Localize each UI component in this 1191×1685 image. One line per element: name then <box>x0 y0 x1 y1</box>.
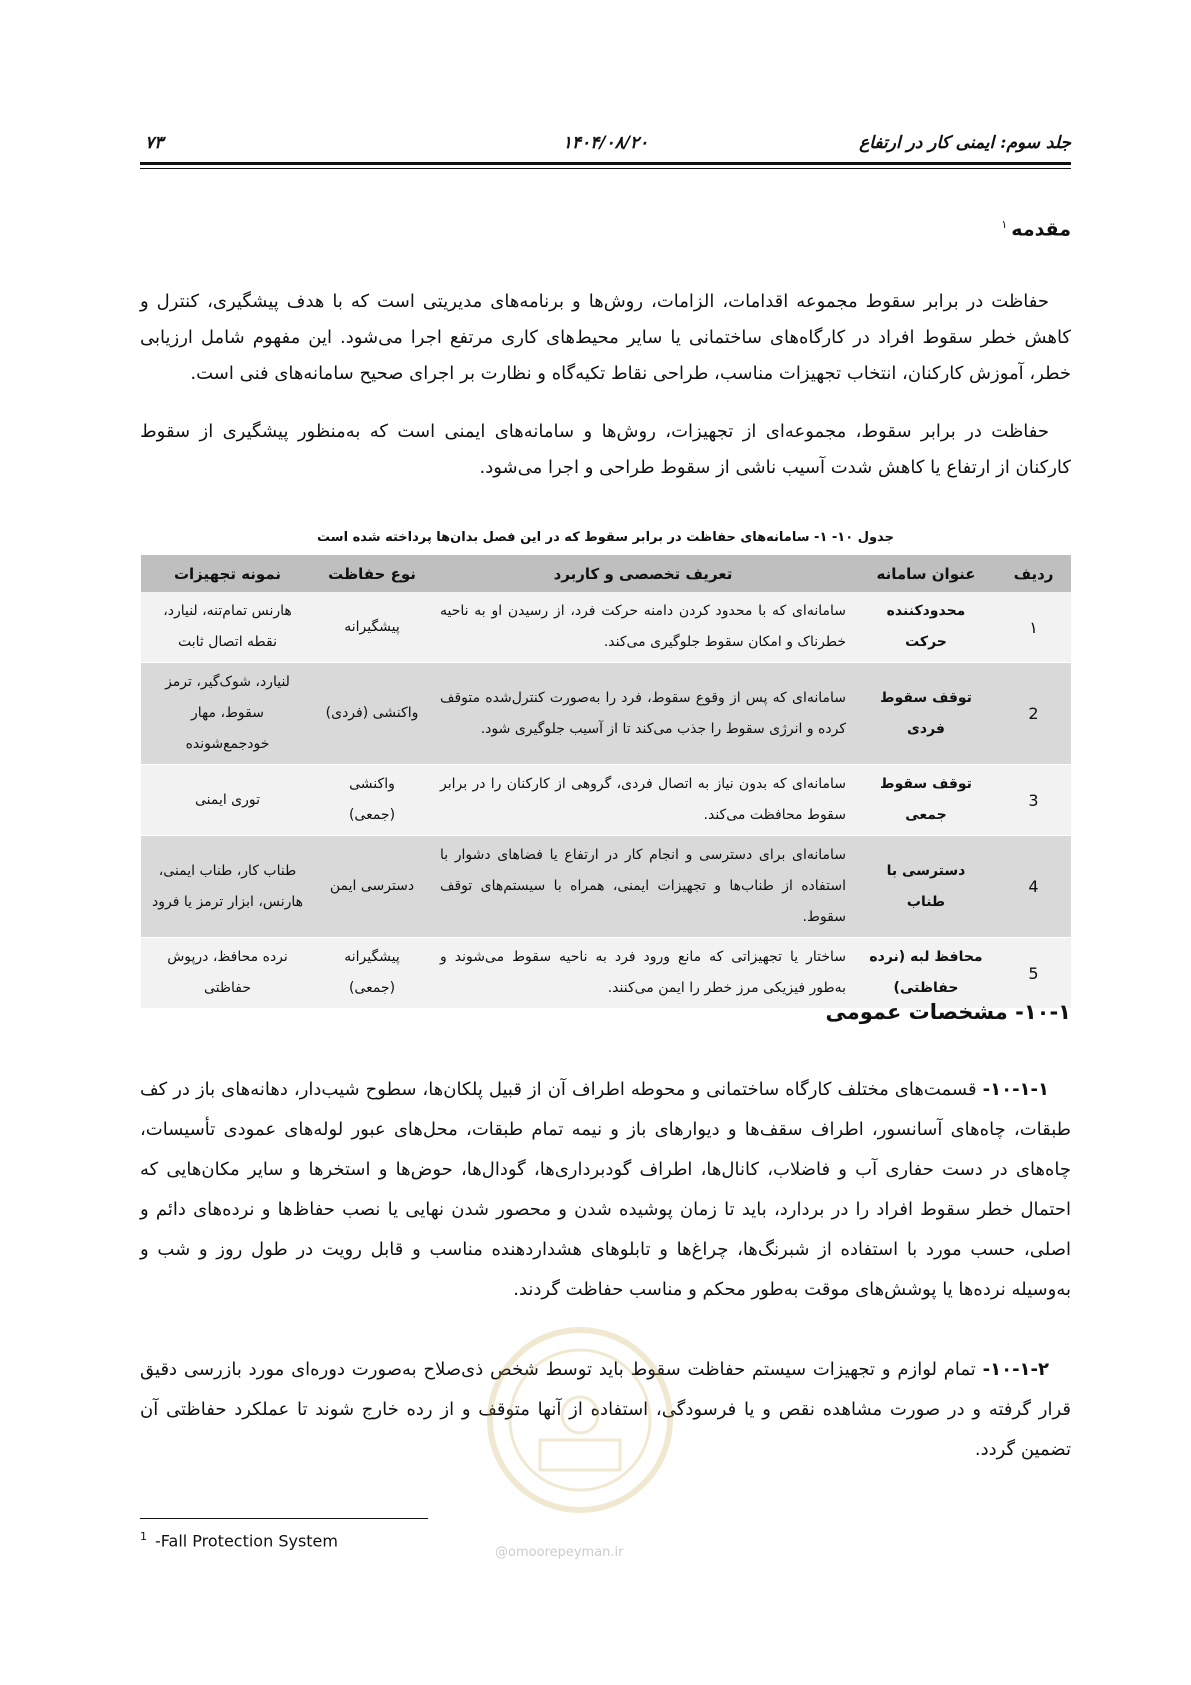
cell-type: پیشگیرانه (جمعی) <box>314 938 430 1009</box>
footnote-rule <box>140 1518 428 1519</box>
cell-num: 4 <box>996 836 1071 938</box>
header-definition: تعریف تخصصی و کاربرد <box>430 555 856 592</box>
cell-name: دسترسی با طناب <box>856 836 996 938</box>
cell-definition: ساختار یا تجهیزاتی که مانع ورود فرد به ناحیه سقوط می‌شوند و به‌طور فیزیکی مرز خطر را ایمن می‌کنند. <box>430 938 856 1009</box>
table-caption: جدول ۱۰- ۱- سامانه‌های حفاظت در برابر سقوط که در این فصل بدان‌ها پرداخته شده است <box>317 530 894 545</box>
item-text: قسمت‌های مختلف کارگاه ساختمانی و محوطه اطراف آن از قبیل پلکان‌ها، سطوح شیب‌دار، دهانه‌های باز در کف طبقات، چاه‌های آسانسور، اطراف سقف‌ها و دیوارهای باز و نیمه تمام طبقات، محل‌های عبور لوله‌های عمودی تأسیسات، چاه‌های در دست حفاری آب و فاضلاب، کانال‌ها، اطراف گودبرداری‌ها، گودال‌ها، حوض‌ها و استخرها و سایر مکان‌هایی که احتمال خطر سقوط افراد را در بردارد، باید تا زمان پوشیده شدن و محصور شدن نهایی یا نصب حفاظ‌ها و نرده‌های دائم و اصلی، حسب مورد با استفاده از شبرنگ‌ها، چراغ‌ها و تابلوهای هشداردهنده مناسب و قابل رویت در طول روز و شب و به‌وسیله نرده‌ها یا پوشش‌های موقت به‌طور محکم و مناسب حفاظت گردند. <box>140 1079 1071 1300</box>
cell-equipment: لنیارد، شوک‌گیر، ترمز سقوط، مهار خودجمع‌شونده <box>141 663 314 765</box>
header-equipment: نمونه تجهیزات <box>141 555 314 592</box>
cell-equipment: هارنس تمام‌تنه، لنیارد، نقطه اتصال ثابت <box>141 592 314 663</box>
header-date: ۱۴۰۴/۰۸/۲۰ <box>562 133 649 153</box>
intro-paragraph-2: حفاظت در برابر سقوط، مجموعه‌ای از تجهیزات، روش‌ها و سامانه‌های ایمنی است که به‌منظور پیشگیری از سقوط کارکنان از ارتفاع یا کاهش شدت آسیب ناشی از سقوط طراحی و اجرا می‌شود. <box>140 421 1071 478</box>
item-number: ۱۰-۱-۲- <box>982 1359 1049 1380</box>
item-text: تمام لوازم و تجهیزات سیستم حفاظت سقوط باید توسط شخص ذی‌صلاح به‌صورت دوره‌ای مورد بازرسی دقیق قرار گرفته و در صورت مشاهده نقص و یا فرسودگی، استفاده از آنها متوقف و از رده خارج شوند تا عملکرد حفاظتی آن تضمین گردد. <box>140 1359 1071 1460</box>
cell-num: ۱ <box>996 592 1071 663</box>
footnote <box>140 1530 338 1550</box>
book-title: جلد سوم: ایمنی کار در ارتفاع <box>859 133 1071 153</box>
cell-type: پیشگیرانه <box>314 592 430 663</box>
table-row <box>141 938 1071 1009</box>
watermark-text: @omoorepeyman.ir <box>495 1545 624 1560</box>
table-header-row <box>141 555 1071 592</box>
cell-num: 2 <box>996 663 1071 765</box>
cell-equipment: نرده محافظ، درپوش حفاظتی <box>141 938 314 1009</box>
cell-definition: سامانه‌ای برای دسترسی و انجام کار در ارتفاع یا فضاهای دشوار با استفاده از طناب‌ها و تجهیزات ایمنی، همراه با سیستم‌های توقف سقوط. <box>430 836 856 938</box>
cell-type: دسترسی ایمن <box>314 836 430 938</box>
cell-type: واکنشی (جمعی) <box>314 765 430 836</box>
intro-paragraph-1: حفاظت در برابر سقوط مجموعه اقدامات، الزامات، روش‌ها و برنامه‌های مدیریتی است که با هدف پیشگیری، کنترل و کاهش خطر سقوط افراد در کارگاه‌های ساختمانی یا سایر محیط‌های کاری مرتفع اجرا می‌شود. این مفهوم شامل ارزیابی خطر، آموزش کارکنان، انتخاب تجهیزات مناسب، طراحی نقاط تکیه‌گاه و نظارت بر اجرای صحیح سامانه‌های فنی است. <box>140 291 1071 384</box>
cell-equipment: توری ایمنی <box>141 765 314 836</box>
cell-definition: سامانه‌ای که پس از وقوع سقوط، فرد را به‌صورت کنترل‌شده متوقف کرده و انرژی سقوط را جذب می‌کند تا از آسیب جلوگیری شود. <box>430 663 856 765</box>
header-row-num: ردیف <box>996 555 1071 592</box>
header-type: نوع حفاظت <box>314 555 430 592</box>
cell-definition: سامانه‌ای که بدون نیاز به اتصال فردی، گروهی از کارکنان را در برابر سقوط محافظت می‌کند. <box>430 765 856 836</box>
cell-name: توقف سقوط جمعی <box>856 765 996 836</box>
section-paragraph-1 <box>140 1070 1071 1310</box>
cell-definition: سامانه‌ای که با محدود کردن دامنه حرکت فرد، از رسیدن او به ناحیه خطرناک و امکان سقوط جلوگیری می‌کند. <box>430 592 856 663</box>
table-row <box>141 663 1071 765</box>
cell-num: 3 <box>996 765 1071 836</box>
footnote-text: -Fall Protection System <box>155 1531 338 1551</box>
table-row <box>141 836 1071 938</box>
table-row <box>141 765 1071 836</box>
intro-heading <box>1001 218 1071 240</box>
header-name: عنوان سامانه <box>856 555 996 592</box>
table-row <box>141 592 1071 663</box>
cell-num: 5 <box>996 938 1071 1009</box>
page-number: ۷۳ <box>145 133 164 153</box>
intro-title-text: مقدمه <box>1011 218 1071 241</box>
item-number: ۱۰-۱-۱- <box>982 1079 1049 1100</box>
cell-name: محافظ لبه (نرده حفاظتی) <box>856 938 996 1009</box>
protection-systems-table <box>141 555 1071 1009</box>
cell-equipment: طناب کار، طناب ایمنی، هارنس، ابزار ترمز یا فرود <box>141 836 314 938</box>
cell-type: واکنشی (فردی) <box>314 663 430 765</box>
cell-name: محدودکننده حرکت <box>856 592 996 663</box>
footnote-number: 1 <box>140 1530 147 1543</box>
page-header <box>140 128 1071 158</box>
header-rule-thick <box>140 162 1071 165</box>
footnote-ref[interactable]: ۱ <box>1001 218 1008 231</box>
cell-name: توقف سقوط فردی <box>856 663 996 765</box>
seal-watermark-icon <box>480 1320 680 1520</box>
section-title: ۱۰-۱- مشخصات عمومی <box>825 1000 1071 1024</box>
header-rule-thin <box>140 168 1071 169</box>
